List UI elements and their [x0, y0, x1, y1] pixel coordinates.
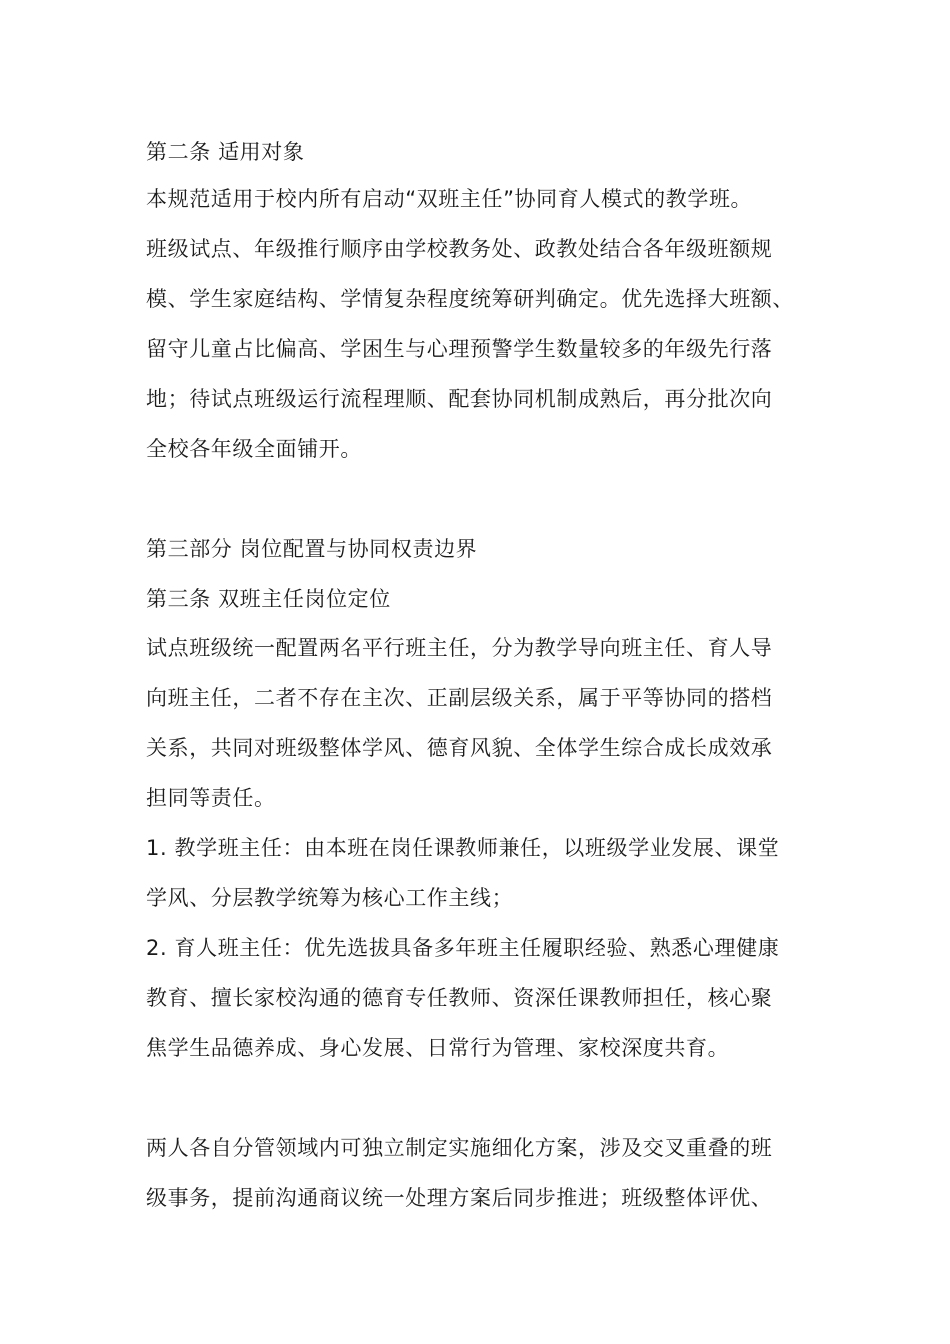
- article-3-paragraph-line-4: 担同等责任。: [146, 786, 276, 810]
- article-3-heading: 第三条 双班主任岗位定位: [146, 587, 391, 611]
- article-2-paragraph-line-6: 全校各年级全面铺开。: [146, 437, 362, 461]
- article-3-paragraph-line-2: 向班主任，二者不存在主次、正副层级关系，属于平等协同的搭档: [146, 686, 773, 710]
- closing-paragraph-line-1: 两人各自分管领域内可独立制定实施细化方案，涉及交叉重叠的班: [146, 1136, 773, 1160]
- list-item-2-line-1: 2. 育人班主任：优先选拔具备多年班主任履职经验、熟悉心理健康: [146, 936, 780, 960]
- list-item-1-line-2: 学风、分层教学统筹为核心工作主线；: [146, 886, 514, 910]
- article-2-paragraph-line-3: 模、学生家庭结构、学情复杂程度统筹研判确定。优先选择大班额、: [146, 287, 794, 311]
- article-2-paragraph-line-2: 班级试点、年级推行顺序由学校教务处、政教处结合各年级班额规: [146, 237, 773, 261]
- list-item-1-line-1: 1. 教学班主任：由本班在岗任课教师兼任，以班级学业发展、课堂: [146, 836, 780, 860]
- article-2-heading: 第二条 适用对象: [146, 140, 305, 164]
- article-2-paragraph-line-4: 留守儿童占比偏高、学困生与心理预警学生数量较多的年级先行落: [146, 337, 773, 361]
- article-3-paragraph-line-1: 试点班级统一配置两名平行班主任，分为教学导向班主任、育人导: [146, 636, 773, 660]
- article-2-paragraph-line-5: 地；待试点班级运行流程理顺、配套协同机制成熟后，再分批次向: [146, 387, 773, 411]
- closing-paragraph-line-2: 级事务，提前沟通商议统一处理方案后同步推进；班级整体评优、: [146, 1186, 773, 1210]
- list-item-2-line-2: 教育、擅长家校沟通的德育专任教师、资深任课教师担任，核心聚: [146, 986, 773, 1010]
- article-3-paragraph-line-3: 关系，共同对班级整体学风、德育风貌、全体学生综合成长成效承: [146, 736, 773, 760]
- list-item-2-line-3: 焦学生品德养成、身心发展、日常行为管理、家校深度共育。: [146, 1036, 730, 1060]
- part-3-heading: 第三部分 岗位配置与协同权责边界: [146, 537, 478, 561]
- article-2-paragraph-line-1: 本规范适用于校内所有启动“双班主任”协同育人模式的教学班。: [146, 187, 753, 211]
